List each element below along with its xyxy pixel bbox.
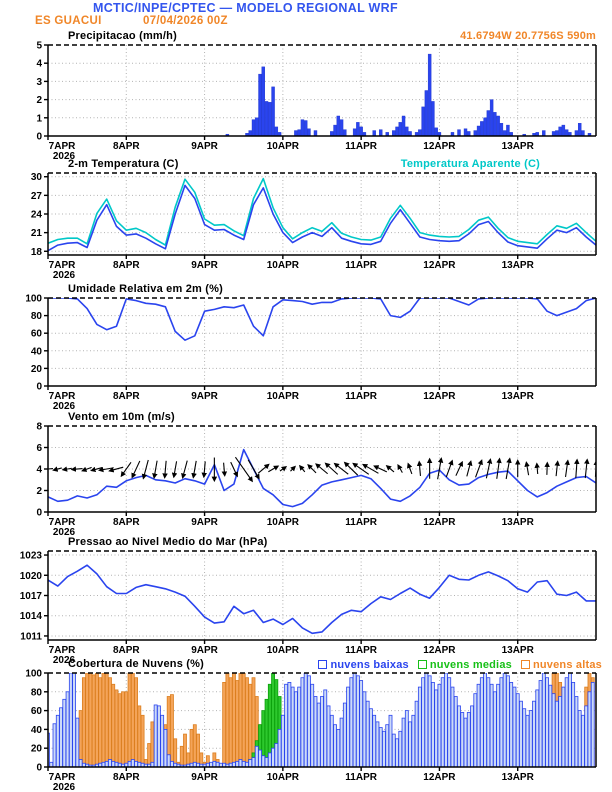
svg-text:13APR: 13APR [501, 645, 534, 656]
temperature-panel-title: 2-m Temperatura (C) [68, 158, 179, 170]
svg-text:60: 60 [30, 328, 42, 340]
legend-item-mid-clouds [418, 659, 512, 671]
svg-text:12APR: 12APR [423, 260, 456, 271]
svg-text:2026: 2026 [52, 655, 76, 666]
svg-text:2026: 2026 [52, 401, 76, 412]
svg-text:11APR: 11APR [345, 772, 377, 783]
svg-text:8APR: 8APR [112, 260, 140, 271]
svg-text:4: 4 [36, 58, 42, 70]
svg-text:13APR: 13APR [501, 260, 534, 271]
station-coordinates: 41.6794W 20.7756S 590m [460, 30, 596, 42]
svg-text:5: 5 [36, 40, 42, 52]
legend-item-low-clouds [318, 659, 408, 671]
svg-text:1: 1 [36, 113, 42, 125]
clouds-legend [318, 658, 602, 671]
precipitation-title-row [68, 30, 596, 43]
humidity-plot-area [48, 298, 596, 386]
high-clouds-swatch-icon [521, 660, 530, 669]
svg-text:13APR: 13APR [501, 391, 534, 402]
svg-text:7APR: 7APR [48, 645, 76, 656]
svg-text:60: 60 [30, 706, 42, 718]
svg-text:10APR: 10APR [266, 772, 299, 783]
svg-text:7APR: 7APR [48, 772, 76, 783]
page-title: MCTIC/INPE/CPTEC — MODELO REGIONAL WRF [93, 1, 398, 15]
mid-clouds-legend-label: nuvens medias [429, 658, 512, 671]
svg-text:8APR: 8APR [112, 517, 140, 528]
svg-text:2026: 2026 [52, 527, 76, 538]
svg-text:24: 24 [30, 209, 42, 221]
svg-text:11APR: 11APR [345, 141, 377, 152]
svg-text:9APR: 9APR [191, 391, 218, 402]
clouds-plot-area [46, 673, 596, 767]
temperature-title-row [68, 158, 540, 171]
svg-text:21: 21 [30, 228, 42, 240]
high-clouds-legend-label: nuvens altas [532, 658, 602, 671]
pressure-title-row [68, 536, 596, 549]
svg-text:7APR: 7APR [48, 141, 76, 152]
svg-text:9APR: 9APR [191, 141, 218, 152]
svg-text:100: 100 [25, 668, 42, 680]
svg-text:1017: 1017 [19, 591, 42, 602]
svg-text:27: 27 [30, 190, 42, 202]
svg-text:11APR: 11APR [345, 391, 377, 402]
svg-text:7APR: 7APR [48, 391, 76, 402]
svg-text:1011: 1011 [20, 631, 42, 643]
temperature-plot-area [48, 173, 596, 255]
svg-text:12APR: 12APR [423, 517, 456, 528]
svg-text:11APR: 11APR [345, 260, 377, 271]
svg-text:0: 0 [36, 131, 42, 143]
svg-text:20: 20 [30, 743, 42, 755]
svg-text:2026: 2026 [52, 270, 76, 281]
svg-text:2: 2 [36, 95, 42, 107]
svg-text:11APR: 11APR [345, 517, 377, 528]
low-clouds-legend-label: nuvens baixas [330, 658, 409, 671]
precipitation-panel-title: Precipitacao (mm/h) [68, 30, 177, 42]
svg-text:0: 0 [36, 381, 42, 393]
svg-text:40: 40 [30, 346, 42, 358]
wind-title-row [68, 411, 596, 424]
svg-text:8APR: 8APR [112, 391, 140, 402]
wind-panel-title: Vento em 10m (m/s) [68, 411, 175, 423]
wind-plot-area [43, 426, 597, 512]
svg-text:20: 20 [30, 363, 42, 375]
svg-text:80: 80 [30, 311, 42, 323]
clouds-title-row [68, 658, 602, 671]
low-clouds-swatch-icon [318, 660, 327, 669]
svg-text:9APR: 9APR [191, 772, 218, 783]
svg-text:9APR: 9APR [191, 260, 218, 271]
svg-text:0: 0 [36, 507, 42, 519]
run-datetime: 07/04/2026 00Z [143, 15, 228, 27]
svg-text:10APR: 10APR [266, 141, 299, 152]
legend-item-high-clouds [521, 659, 602, 671]
svg-text:13APR: 13APR [501, 517, 534, 528]
svg-text:40: 40 [30, 724, 42, 736]
svg-text:12APR: 12APR [423, 772, 456, 783]
svg-text:30: 30 [30, 172, 42, 184]
humidity-title-row [68, 283, 596, 296]
svg-text:13APR: 13APR [501, 772, 534, 783]
svg-text:10APR: 10APR [266, 391, 299, 402]
svg-text:6: 6 [36, 443, 42, 454]
svg-text:12APR: 12APR [423, 141, 456, 152]
svg-text:4: 4 [36, 464, 42, 476]
svg-text:2: 2 [36, 486, 42, 497]
svg-text:1020: 1020 [19, 570, 42, 582]
svg-text:2026: 2026 [52, 782, 76, 792]
svg-text:12APR: 12APR [423, 645, 456, 656]
svg-text:80: 80 [30, 687, 42, 699]
svg-text:1014: 1014 [19, 611, 42, 623]
clouds-panel-title: Cobertura de Nuvens (%) [68, 658, 205, 670]
svg-text:13APR: 13APR [501, 141, 534, 152]
svg-text:8APR: 8APR [112, 645, 140, 656]
wind-line [48, 450, 596, 507]
svg-text:18: 18 [30, 246, 42, 258]
svg-text:8: 8 [36, 421, 42, 433]
precipitation-plot-area [48, 45, 596, 136]
apparent-temperature-label: Temperatura Aparente (C) [400, 158, 540, 170]
svg-text:10APR: 10APR [266, 645, 299, 656]
humidity-line [48, 298, 596, 340]
svg-text:9APR: 9APR [191, 517, 218, 528]
svg-text:0: 0 [36, 762, 42, 774]
svg-text:100: 100 [25, 293, 42, 305]
svg-text:12APR: 12APR [423, 391, 456, 402]
svg-text:8APR: 8APR [112, 141, 140, 152]
svg-text:11APR: 11APR [345, 645, 377, 656]
svg-text:10APR: 10APR [266, 260, 299, 271]
svg-text:8APR: 8APR [112, 772, 140, 783]
svg-text:3: 3 [36, 76, 42, 88]
svg-text:9APR: 9APR [191, 645, 218, 656]
svg-text:2026: 2026 [52, 151, 76, 162]
humidity-panel-title: Umidade Relativa em 2m (%) [68, 283, 223, 295]
pressure-plot-area [48, 551, 596, 640]
svg-text:1023: 1023 [19, 550, 42, 562]
svg-text:10APR: 10APR [266, 517, 299, 528]
svg-text:7APR: 7APR [48, 517, 76, 528]
station-name: ES GUACUI [35, 15, 102, 27]
pressure-panel-title: Pressao ao Nivel Medio do Mar (hPa) [68, 536, 268, 548]
mid-clouds-swatch-icon [418, 660, 427, 669]
svg-text:7APR: 7APR [48, 260, 76, 271]
